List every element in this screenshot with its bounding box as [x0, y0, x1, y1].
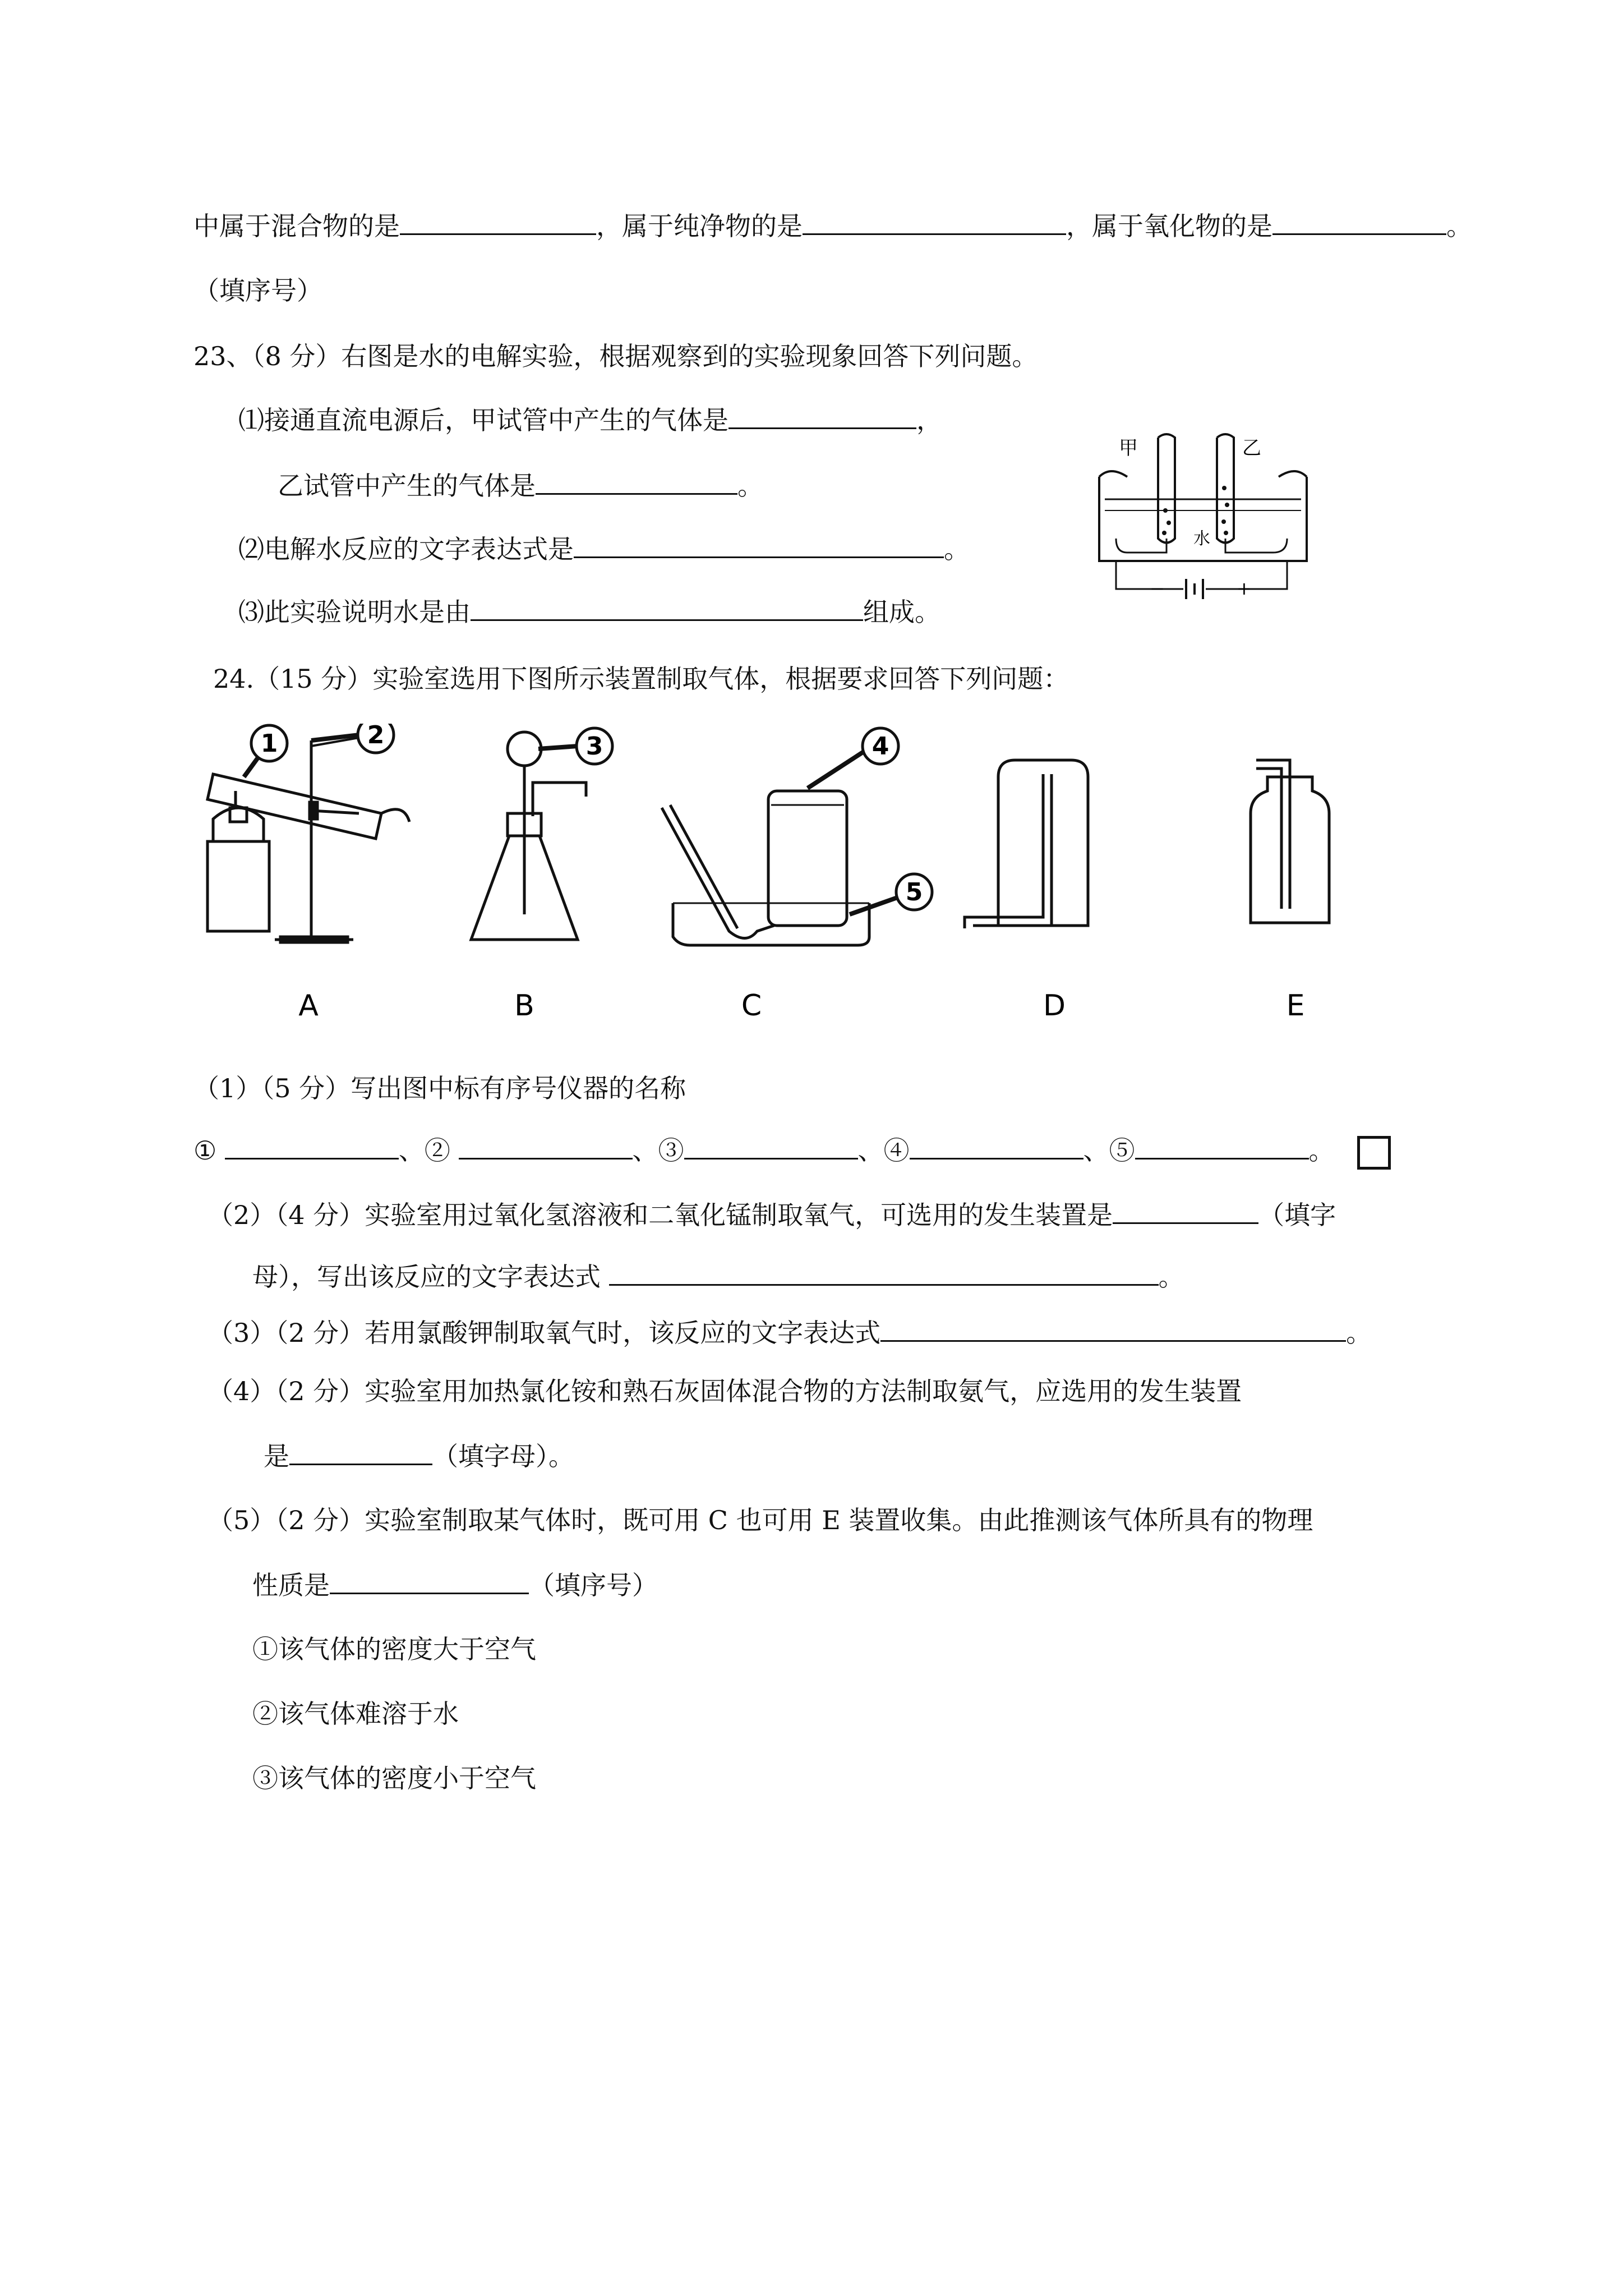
q23-part3: ⑶此实验说明水是由 组成。	[238, 595, 940, 628]
pure-substance-answer-blank[interactable]	[803, 209, 1066, 235]
q24-part1: （1）（5 分）写出图中标有序号仪器的名称	[193, 1073, 686, 1103]
oxygen-apparatus-blank[interactable]	[1113, 1198, 1258, 1224]
number-2: 2	[367, 724, 385, 749]
q24-part4a: （4）（2 分）实验室用加热氯化铵和熟石灰固体混合物的方法制取氨气，应选用的发生装置	[208, 1376, 1242, 1406]
apparatus-d	[965, 760, 1088, 928]
q24-part3: （3）（2 分）若用氯酸钾制取氧气时，该反应的文字表达式 。	[208, 1315, 1372, 1349]
instrument-4-blank[interactable]	[910, 1133, 1083, 1159]
fill-number-note: （填序号）	[193, 275, 322, 306]
label-yi: 乙	[1242, 437, 1261, 459]
label-plus: +	[1237, 578, 1252, 599]
label-minus: −	[1150, 578, 1165, 599]
water-composition-blank[interactable]	[471, 595, 863, 621]
label-e: E	[1286, 989, 1305, 1023]
ammonia-apparatus-blank[interactable]	[289, 1439, 432, 1465]
q24-part1-blanks: ① 、② 、③ 、④ 、⑤ 。	[193, 1133, 1391, 1167]
apparatus-a	[208, 735, 409, 942]
q24-title: 24.（15 分）实验室选用下图所示装置制取气体，根据要求回答下列问题：	[213, 664, 1069, 694]
q24-part2b: 母），写出该反应的文字表达式 。	[252, 1259, 1184, 1293]
apparatus-c	[662, 752, 897, 945]
instrument-5-blank[interactable]	[1135, 1133, 1309, 1159]
label-c: C	[741, 989, 762, 1023]
q23-part1b: 乙试管中产生的气体是 。	[278, 468, 763, 502]
label-a: A	[298, 989, 319, 1023]
q23-part2: ⑵电解水反应的文字表达式是 。	[238, 532, 970, 565]
tube-yi-gas-blank[interactable]	[536, 468, 737, 495]
q23-title: 23、（8 分）右图是水的电解实验，根据观察到的实验现象回答下列问题。	[193, 341, 1038, 371]
instrument-1-blank[interactable]	[225, 1133, 399, 1159]
q23-part1a: ⑴接通直流电源后，甲试管中产生的气体是 ，	[238, 403, 942, 436]
mixture-answer-blank[interactable]	[400, 209, 596, 235]
option-1: ①该气体的密度大于空气	[252, 1634, 536, 1664]
q24-part5a: （5）（2 分）实验室制取某气体时，既可用 C 也可用 E 装置收集。由此推测该气体所具有的物理	[208, 1505, 1313, 1535]
lab-apparatus-figure	[191, 724, 1380, 1038]
q24-part4b: 是 （填字母）。	[264, 1439, 574, 1473]
oxide-answer-blank[interactable]	[1272, 209, 1446, 235]
water-electrolysis-figure	[1094, 426, 1312, 600]
electrolysis-equation-blank[interactable]	[574, 532, 944, 558]
number-4: 4	[872, 732, 889, 761]
classification-question-line: 中属于混合物的是 ，属于纯净物的是 ，属于氧化物的是 。	[193, 209, 1472, 242]
option-2: ②该气体难溶于水	[252, 1699, 459, 1729]
number-1: 1	[260, 729, 278, 758]
mixture-prompt: 中属于混合物的是	[193, 211, 400, 241]
pure-substance-prompt: ，属于纯净物的是	[596, 211, 803, 241]
instrument-2-blank[interactable]	[459, 1133, 633, 1159]
answer-checkbox[interactable]	[1357, 1136, 1391, 1170]
option-3: ③该气体的密度小于空气	[252, 1763, 536, 1793]
apparatus-e	[1251, 760, 1329, 923]
q24-part2a: （2）（4 分）实验室用过氧化氢溶液和二氧化锰制取氧气，可选用的发生装置是 （填字	[208, 1198, 1336, 1231]
tube-jia-gas-blank[interactable]	[728, 403, 916, 429]
chlorate-equation-blank[interactable]	[880, 1315, 1346, 1342]
tube-jia	[1158, 434, 1175, 543]
oxide-prompt: ，属于氧化物的是	[1066, 211, 1272, 241]
apparatus-b	[471, 732, 586, 940]
peroxide-equation-blank[interactable]	[609, 1259, 1159, 1286]
instrument-3-blank[interactable]	[684, 1133, 858, 1159]
power-circuit	[1116, 561, 1287, 589]
number-3: 3	[585, 732, 603, 761]
label-jia: 甲	[1119, 437, 1138, 459]
label-d: D	[1043, 989, 1066, 1023]
q24-part5b: 性质是 （填序号）	[252, 1568, 658, 1602]
label-water: 水	[1193, 529, 1210, 549]
label-b: B	[514, 989, 534, 1023]
gas-property-blank[interactable]	[330, 1568, 529, 1594]
number-5: 5	[905, 878, 923, 907]
